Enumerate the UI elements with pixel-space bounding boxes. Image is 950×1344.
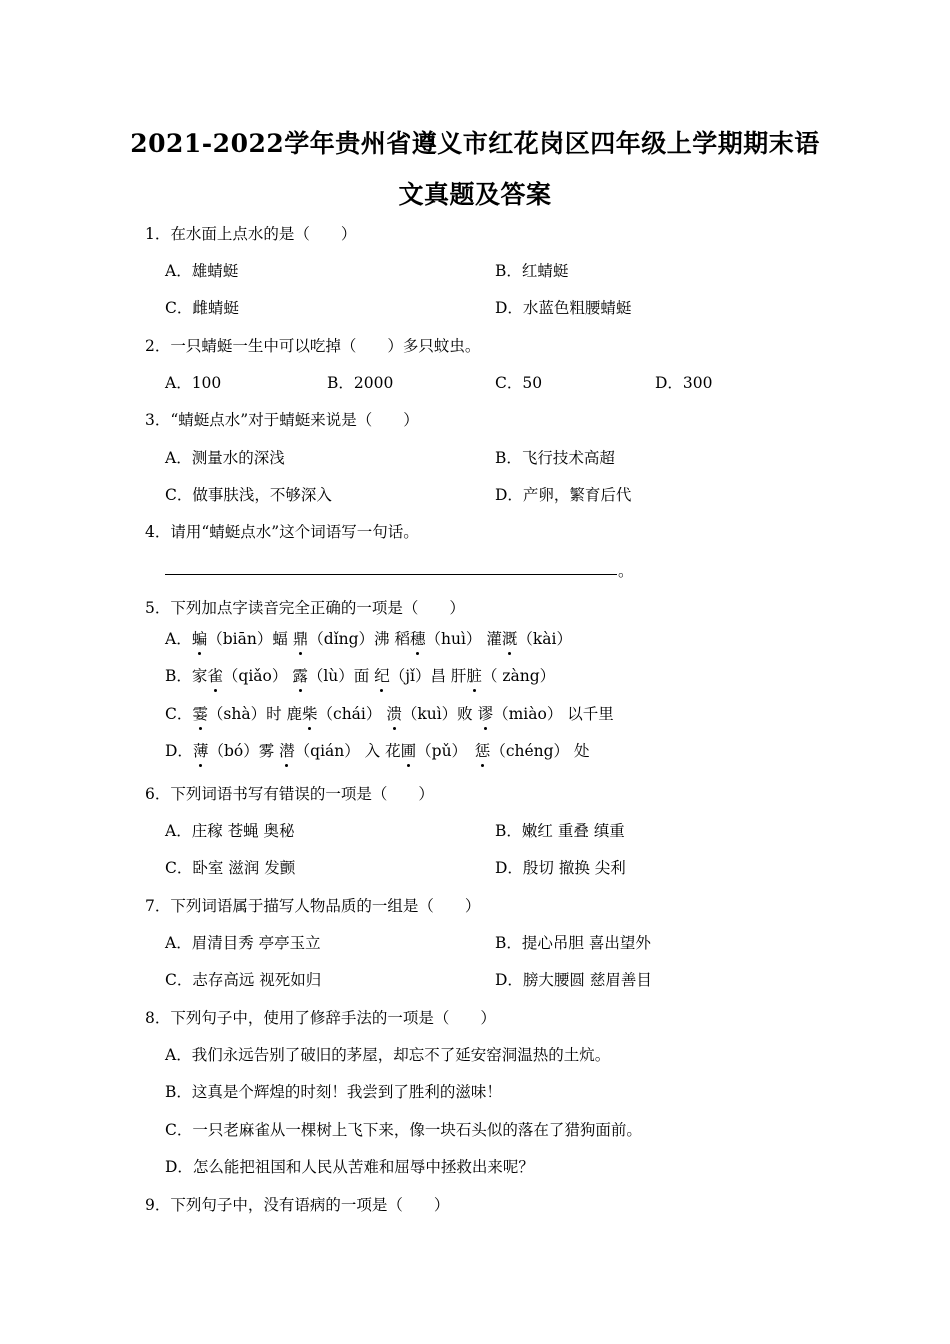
question-3-stem: 3．“蜻蜓点水”对于蜻蜓来说是（ ） bbox=[145, 411, 419, 429]
question-4-answer-line bbox=[165, 574, 617, 575]
question-6-option-b: B．嫩红 重叠 缜重 bbox=[495, 822, 625, 840]
question-8-option-b: B．这真是个辉煌的时刻！我尝到了胜利的滋味！ bbox=[165, 1083, 502, 1101]
emphasis-dot-char: 惩 bbox=[474, 742, 491, 760]
question-5-stem: 5．下列加点字读音完全正确的一项是（ ） bbox=[145, 599, 465, 617]
emphasis-dot-char: 溃 bbox=[386, 705, 402, 723]
question-1-option-d: D．水蓝色粗腰蜻蜓 bbox=[495, 299, 632, 317]
emphasis-dot-char: 脏 bbox=[466, 667, 482, 685]
emphasis-dot-char: 鼎 bbox=[292, 630, 309, 648]
question-3-option-d: D．产卵，繁育后代 bbox=[495, 486, 632, 504]
question-1-option-c: C．雌蜻蜓 bbox=[165, 299, 239, 317]
emphasis-dot-char: 穗 bbox=[409, 630, 426, 648]
question-8-stem: 8．下列句子中，使用了修辞手法的一项是（ ） bbox=[145, 1009, 496, 1027]
emphasis-dot-char: 柴 bbox=[302, 705, 318, 723]
question-4-end-mark: 。 bbox=[618, 562, 634, 580]
question-5-option-c: C．霎（shà）时 鹿柴（chái） 溃（kuì）败 谬（miào） 以千里 bbox=[165, 705, 614, 723]
question-6-option-d: D．殷切 撤换 尖利 bbox=[495, 859, 626, 877]
question-8-option-a: A．我们永远告别了破旧的茅屋，却忘不了延安窑洞温热的土炕。 bbox=[165, 1046, 611, 1064]
emphasis-dot-char: 潜 bbox=[279, 742, 295, 760]
question-2-option-c: C．50 bbox=[495, 374, 543, 392]
question-2-option-b: B．2000 bbox=[327, 374, 394, 392]
question-6-option-c: C．卧室 滋润 发颤 bbox=[165, 859, 296, 877]
emphasis-dot-char: 圃 bbox=[400, 742, 417, 760]
question-1-option-b: B．红蜻蜓 bbox=[495, 262, 569, 280]
emphasis-dot-char: 谬 bbox=[477, 705, 494, 723]
question-7-stem: 7．下列词语属于描写人物品质的一组是（ ） bbox=[145, 897, 481, 915]
question-7-option-b: B．提心吊胆 喜出望外 bbox=[495, 934, 651, 952]
emphasis-dot-char: 薄 bbox=[192, 742, 209, 760]
emphasis-dot-char: 雀 bbox=[207, 667, 223, 685]
question-7-option-d: D．膀大腰圆 慈眉善目 bbox=[495, 971, 652, 989]
question-6-option-a: A．庄稼 苍蝇 奥秘 bbox=[165, 822, 295, 840]
question-1-option-a: A．雄蜻蜓 bbox=[165, 262, 239, 280]
document-title-line-2: 文真题及答案 bbox=[398, 180, 552, 209]
question-5-option-a: A．蝙（biān）蝠 鼎（dǐng）沸 稻穗（huì） 灌溉（kài） bbox=[165, 630, 572, 648]
question-5-option-d: D．薄（bó）雾 潜（qián） 入 花圃（pǔ） 惩（chéng） 处 bbox=[165, 742, 590, 760]
question-8-option-d: D．怎么能把祖国和人民从苦难和屈辱中拯救出来呢？ bbox=[165, 1158, 534, 1176]
question-5-option-b: B．家雀（qiǎo） 露（lù）面 纪（jǐ）昌 肝脏（ zàng） bbox=[165, 667, 556, 685]
emphasis-dot-char: 溉 bbox=[501, 630, 518, 648]
question-1-stem: 1．在水面上点水的是（ ） bbox=[145, 225, 357, 243]
question-7-option-a: A．眉清目秀 亭亭玉立 bbox=[165, 934, 321, 952]
question-3-option-c: C．做事肤浅，不够深入 bbox=[165, 486, 332, 504]
emphasis-dot-char: 纪 bbox=[374, 667, 390, 685]
question-7-option-c: C．志存高远 视死如归 bbox=[165, 971, 322, 989]
question-2-option-a: A．100 bbox=[165, 374, 222, 392]
emphasis-dot-char: 霎 bbox=[192, 705, 208, 723]
question-3-option-a: A．测量水的深浅 bbox=[165, 449, 285, 467]
question-2-option-d: D．300 bbox=[655, 374, 713, 392]
emphasis-dot-char: 蝙 bbox=[191, 630, 208, 648]
document-title-line-1: 2021-2022学年贵州省遵义市红花岗区四年级上学期期末语 bbox=[130, 129, 820, 158]
question-8-option-c: C．一只老麻雀从一棵树上飞下来，像一块石头似的落在了猎狗面前。 bbox=[165, 1121, 642, 1139]
question-3-option-b: B．飞行技术高超 bbox=[495, 449, 615, 467]
question-9-stem: 9．下列句子中，没有语病的一项是（ ） bbox=[145, 1196, 450, 1214]
question-2-stem: 2．一只蜻蜓一生中可以吃掉（ ）多只蚊虫。 bbox=[145, 337, 481, 355]
question-6-stem: 6．下列词语书写有错误的一项是（ ） bbox=[145, 785, 434, 803]
emphasis-dot-char: 露 bbox=[292, 667, 308, 685]
question-4-stem: 4．请用“蜻蜓点水”这个词语写一句话。 bbox=[145, 523, 419, 541]
